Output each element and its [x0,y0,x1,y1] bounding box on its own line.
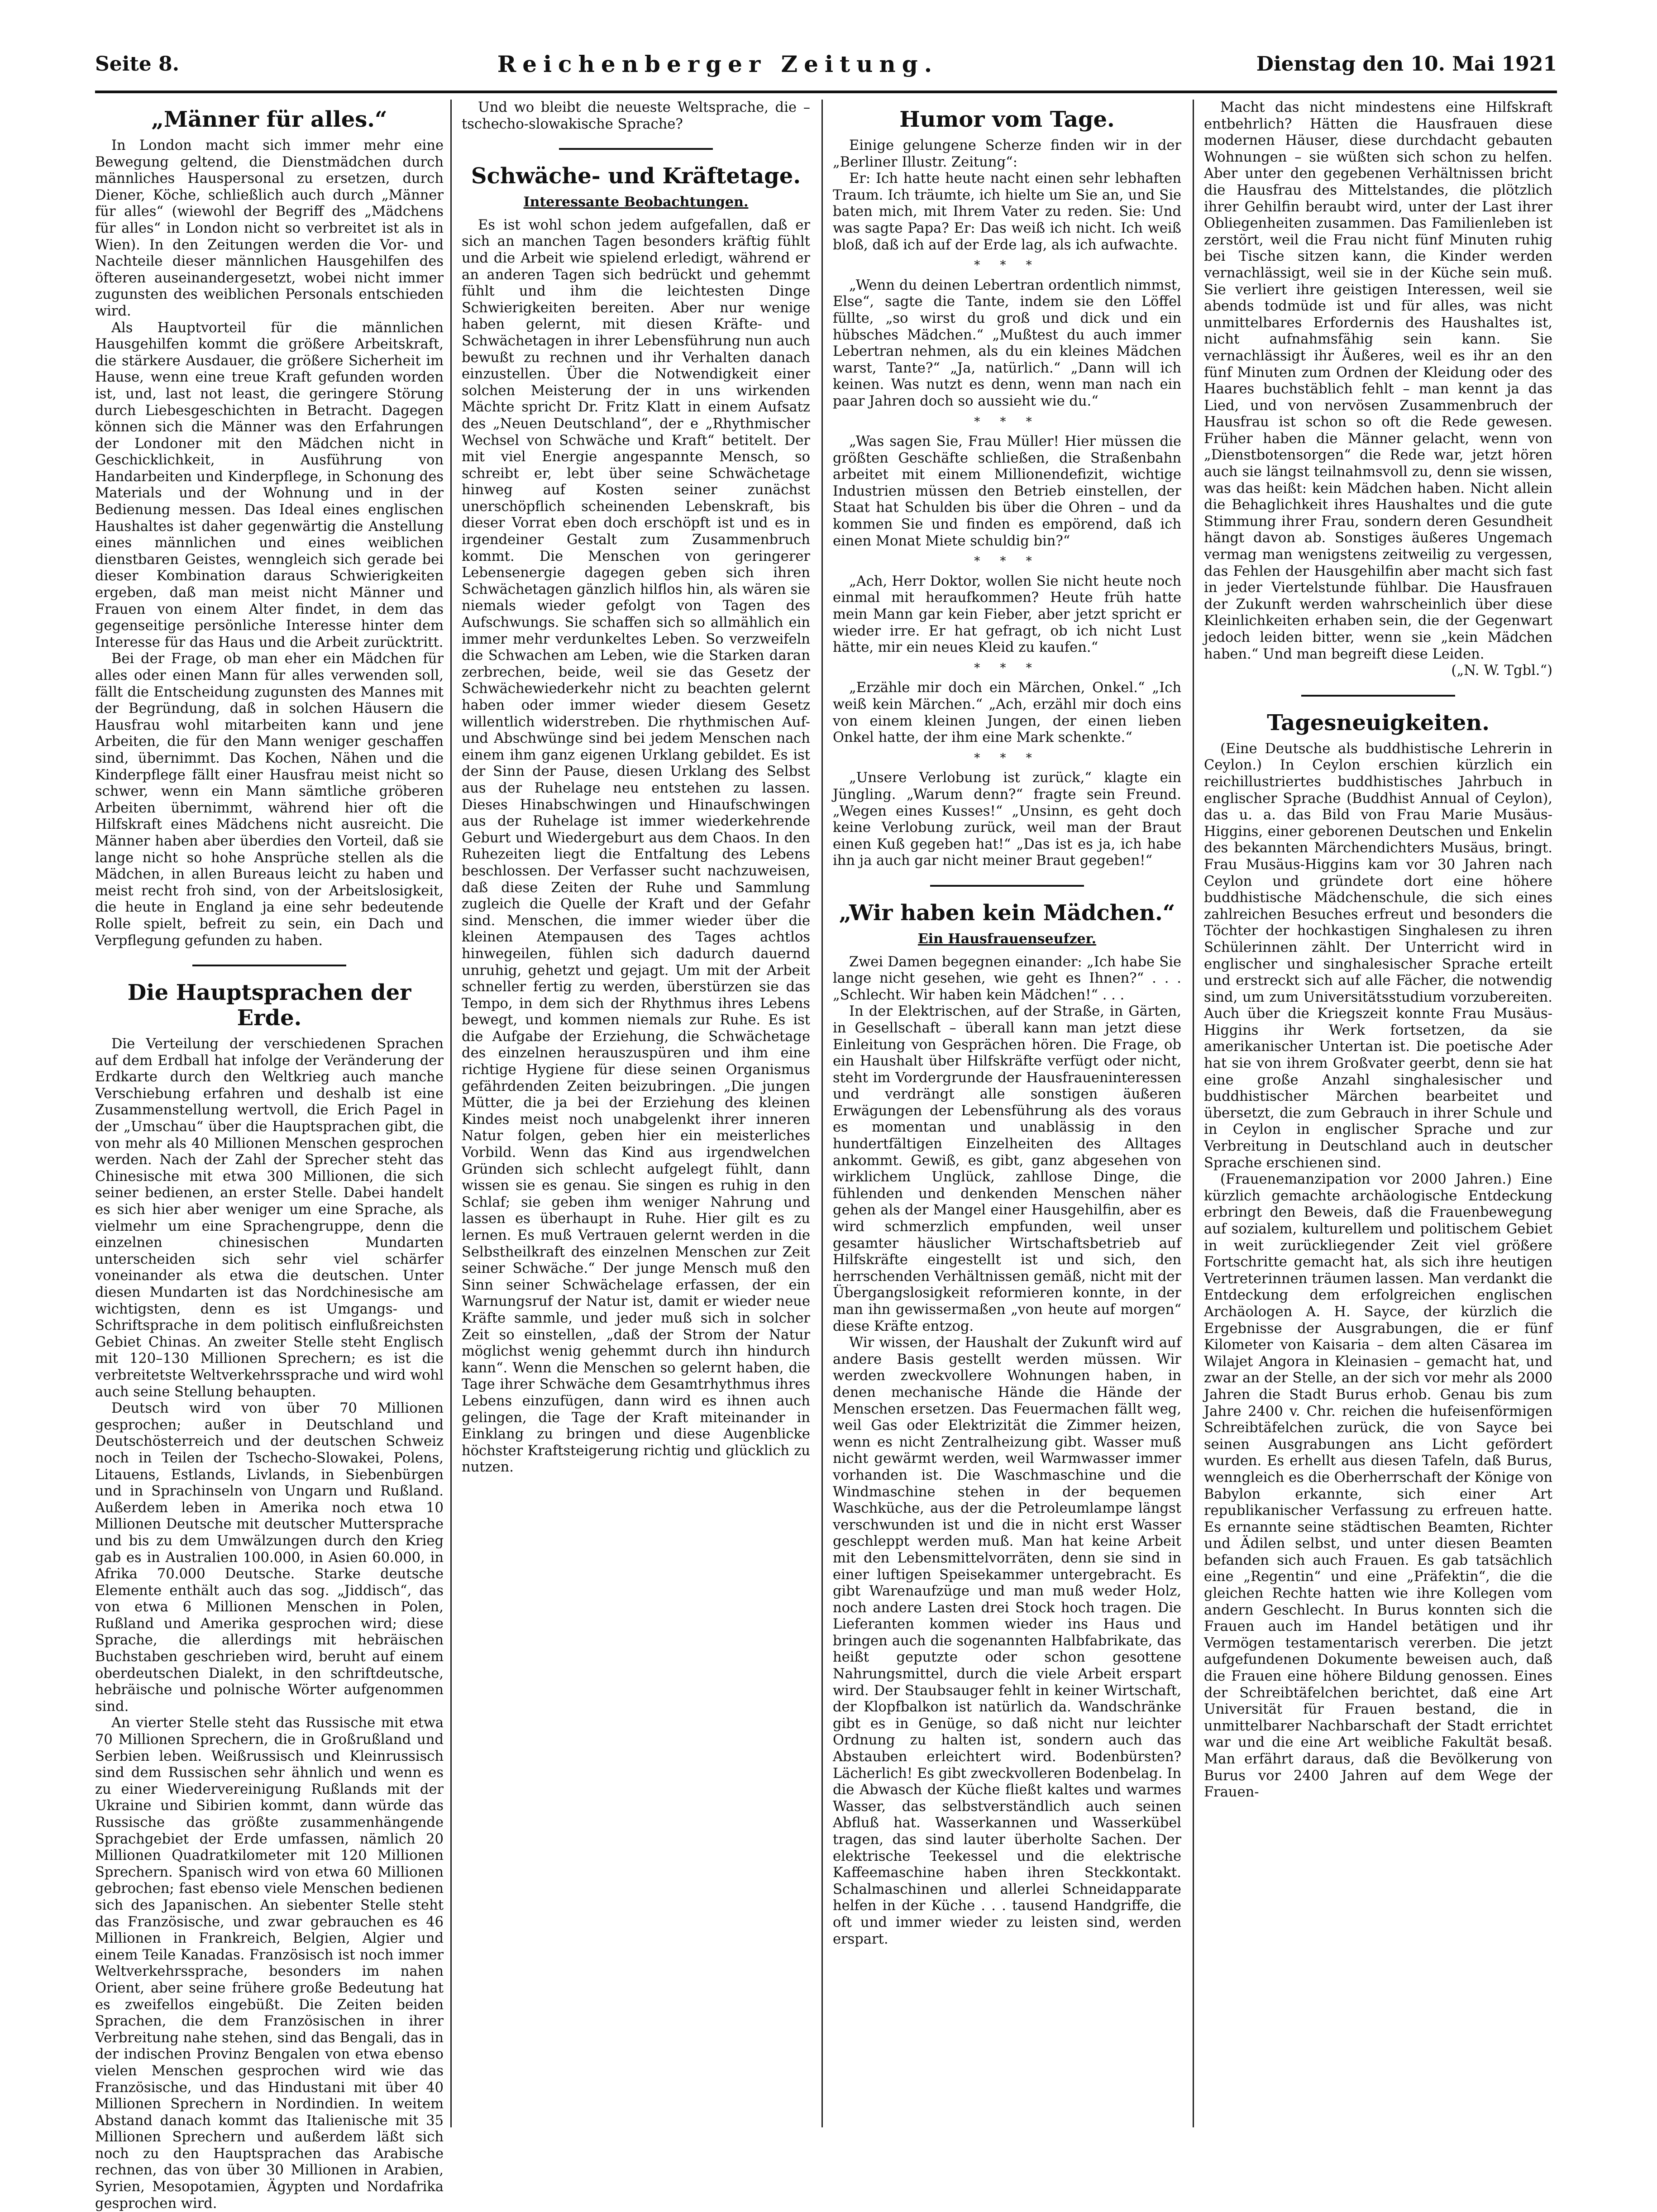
article-title-humor: Humor vom Tage. [899,107,1115,132]
column-4 [1204,100,1552,2127]
joke: „Wenn du deinen Lebertran ordentlich nimmst, Else“, sagte die Tante, indem sie den Löffel füllte, „so wirst du groß und dick und ein hübsches Mädchen.“ „Mußtest du auch immer Lebertran nehmen, als du ein kleines Mädchen warst, Tante?“ „Ja, natürlich.“ „Dann will ich keinen. Was nutzt es denn, wenn man nach ein paar Jahren doch so aussieht wie du.“ [833,277,1181,409]
joke-separator: * * * [974,554,1040,569]
column-divider [450,100,452,2127]
paragraph: Und wo bleibt die neueste Weltsprache, die – tschecho-slowakische Sprache? [462,100,810,132]
article-divider [930,885,1084,887]
joke-separator: * * * [974,415,1040,429]
article-attribution: („N. W. Tgbl.“) [1451,663,1552,679]
paragraph: In London macht sich immer mehr eine Bewegung geltend, die Dienstmädchen durch männliches Hauspersonal zu ersetzen, durch Diener, Köche, schließlich auch durch „Männer für alles“ (wiewohl der Begriff des „Mädchens für alles“ in London nicht so verbreitet ist als in Wien). In den Zeitungen werden die Vor- und Nachteile dieser männlichen Hausgehilfen des öfteren auseinandergesetzt, wobei nicht immer zugunsten des weiblichen Personals entschieden wird. [95,138,444,319]
paragraph: (Eine Deutsche als buddhistische Lehrerin in Ceylon.) In Ceylon erschien kürzlich ein reichillustriertes buddhistisches Jahrbuch in englischer Sprache (Buddhist Annual of Ceylon), das u. a. das Bild von Frau Marie Musäus-Higgins, einer geborenen Deutschen und Enkelin des bekannten Märchendichters Musäus, bringt. Frau Musäus-Higgins kam vor 30 Jahren nach Ceylon und gründete dort eine höhere buddhistische Mädchenschule, die sich eines zahlreichen Besuches erfreut und besonders die Töchter der hochkastigen Singhalesen zu ihren Schülerinnen zählt. Der Unterricht wird in englischer und singhalesischer Sprache erteilt und erstreckt sich auf alle Fächer, die notwendig sind, um zum Universitätsstudium vorzubereiten. Auch über die Kriegszeit konnte Frau Musäus-Higgins ihr Werk fortsetzen, da sie amerikanischer Untertan ist. Die poetische Ader hat sie von ihrem Großvater geerbt, denn sie hat eine große Anzahl singhalesischer und buddhistischer Märchen bearbeitet und übersetzt, die zum Gebrauch in ihrer Schule und in Ceylon in englischer Sprache und zur Verbreitung in Deutschland auch in deutscher Sprache erschienen sind. [1204,741,1552,1171]
paragraph: Deutsch wird von über 70 Millionen gesprochen; außer in Deutschland und Deutschösterreich und der deutschen Schweiz noch in Teilen der Tschecho-Slowakei, Polens, Litauens, Estlands, Livlands, in Siebenbürgen und in Sprachinseln von Ungarn und Rußland. Außerdem leben in Amerika noch etwa 10 Millionen Deutsche mit deutscher Muttersprache und bis zu dem Umwälzungen durch den Krieg gab es in Australien 100.000, in Asien 60.000, in Afrika 70.000 Deutsche. Starke deutsche Elemente enthält auch das sog. „Jiddisch“, das von etwa 6 Millionen Menschen in Polen, Rußland und Amerika gesprochen wird; diese Sprache, die allerdings mit hebräischen Buchstaben geschrieben wird, beruht auf einem oberdeutschen Dialekt, in den schriftdeutsche, hebräische und polnische Wörter aufgenommen sind. [95,1400,444,1715]
column-3 [833,100,1181,2127]
joke-separator: * * * [974,258,1040,272]
article-subtitle: Interessante Beobachtungen. [523,194,749,210]
article-title-tagesneuigkeiten: Tagesneuigkeiten. [1267,710,1490,736]
paragraph: (Frauenemanzipation vor 2000 Jahren.) Eine kürzlich gemachte archäologische Entdeckung erbringt den Beweis, daß die Frauenbewegung auf sozialem, kulturellem und politischem Gebiet in weit zurückliegender Zeit viel größere Fortschritte gemacht hat, als sich ihre heutigen Vertreterinnen träumen lassen. Man verdankt die Entdeckung dem erfolgreichen englischen Archäologen A. H. Sayce, der kürzlich die Ergebnisse der Ausgrabungen, die er fünf Kilometer von Kaisaria – dem alten Cäsarea im Wilajet Angora in Kleinasien – gemacht hat, und zwar an der Stelle, an der sich vor mehr als 2000 Jahren die Stadt Burus erhob. Genau bis zum Jahre 2400 v. Chr. reichen die hufeisenförmigen Schreibtäfelchen zurück, die von Sayce bei seinen Ausgrabungen ans Licht gefördert wurden. Es erhellt aus diesen Tafeln, daß Burus, wenngleich es die Oberherrschaft der Könige von Babylon erkannte, sich einer Art republikanischer Verfassung zu erfreuen hatte. Es ernannte seine städtischen Beamten, Richter und Ädilen selbst, und unter diesen Beamten befanden sich auch Frauen. Es gab tatsächlich eine „Regentin“ und eine „Präfektin“, die die gleichen Rechte hatten wie ihre Kollegen vom andern Geschlecht. In Burus konnten sich die Frauen auch im Handel betätigen und ihr Vermögen testamentarisch vererben. Die jetzt aufgefundenen Dokumente beweisen auch, daß die Frauen eine höhere Bildung genossen. Eines der Schreibtäfelchen berichtet, daß eine Art Universität für Frauen bestand, die in unmittelbarer Nachbarschaft der Stadt errichtet war und die eine Art weibliche Fakultät besaß. Man erfährt daraus, daß die Bevölkerung von Burus vor 2400 Jahren auf dem Wege der Frauen- [1204,1171,1552,1801]
paragraph: Zwei Damen begegnen einander: „Ich habe Sie lange nicht gesehen, wie geht es Ihnen?“ . . . „Schlecht. Wir haben kein Mädchen!“ . . . [833,954,1181,1003]
joke: „Unsere Verlobung ist zurück,“ klagte ein Jüngling. „Warum denn?“ fragte sein Freund. „Wegen eines Kusses!“ „Unsinn, es geht doch keine Verlobung zurück, weil man der Braut einen Kuß gegeben hat!“ „Das ist es ja, ich habe ihn ja auch gar nicht meiner Braut gegeben!“ [833,770,1181,869]
article-divider [559,148,713,150]
article-divider [192,965,346,966]
column-divider [1193,100,1194,2127]
article-title-maedchen: „Wir haben kein Mädchen.“ [839,900,1175,926]
joke: „Erzähle mir doch ein Märchen, Onkel.“ „Ich weiß kein Märchen.“ „Ach, erzähl mir doch eins von einem kleinen Jungen, der einen lieben Onkel hatte, der ihm eine Mark schenkte.“ [833,680,1181,746]
paragraph: Es ist wohl schon jedem aufgefallen, daß er sich an manchen Tagen besonders kräftig fühlt und die Arbeit wie spielend erledigt, während er an anderen Tagen sich bedrückt und gehemmt fühlt und ihm die leichtesten Dinge Schwierigkeiten bereiten. Aber nur wenige haben gelernt, mit diesen Kräfte- und Schwächetagen in ihrer Lebensführung nun auch bewußt zu rechnen und ihr Verhalten danach einzustellen. Über die Notwendigkeit einer solchen Meisterung der in uns wirkenden Mächte spricht Dr. Fritz Klatt in einem Aufsatz des „Neuen Deutschland“, der e „Rhythmischer Wechsel von Schwäche und Kraft“ betitelt. Der mit viel Energie angespannte Mensch, so schreibt er, lebt über seine Schwächetage hinweg auf Kosten seiner zunächst unerschöpflich scheinenden Lebenskraft, bis dieser Vorrat eben doch erschöpft ist und es in irgendeiner Gestalt zum Zusammenbruch kommt. Die Menschen von geringerer Lebensenergie dagegen geben sich ihren Schwächetagen gänzlich hilflos hin, als wären sie niemals wieder gefolgt von Tagen des Aufschwungs. Sie schaffen sich so allmählich ein immer mehr verdunkeltes Leben. So verzweifeln die Schwachen am Leben, wie die Starken daran zerbrechen, beide, weil sie das Gesetz der Schwächewiederkehr nicht zu beachten gelernt haben oder immer wieder diesem Gesetz willentlich widerstreben. Die rhythmischen Auf- und Abschwünge sind bei jedem Menschen nach einem ihm ganz eigenen Urklang gebildet. Es ist der Sinn der Pause, diesen Urklang des Selbst aus der Ruhelage neu entstehen zu lassen. Dieses Hinabschwingen und Hinaufschwingen aus der Ruhelage ist immer wiederkehrende Geburt und Wiedergeburt aus dem Chaos. In den Ruhezeiten liegt die Entfaltung des Lebens beschlossen. Der Verfasser sucht nachzuweisen, daß diese Zeiten der Ruhe und Sammlung zugleich die Quelle der Kraft und der Gefahr sind. Menschen, die immer wieder über die kleinen Atempausen des Tages achtlos hinwegeilen, fühlen sich dadurch dauernd unruhig, gehetzt und gejagt. Um mit der Arbeit schneller fertig zu werden, überstürzen sie das Tempo, in dem sich der Rhythmus ihres Lebens bewegt, und kommen niemals zur Ruhe. Es ist die Aufgabe der Erziehung, die Schwächetage des einzelnen herauszuspüren und ihm eine richtige Hygiene für diese seinen Organismus gefährdenden Zeiten beizubringen. „Die jungen Mütter, die ja bei der Erziehung des kleinen Kindes meist noch unabgelenkt ihrer inneren Natur folgen, geben hier ein meisterliches Vorbild. Wenn das Kind aus irgendwelchen Gründen sich schlecht aufgelegt fühlt, dann wissen sie es genau. Sie singen es ruhig in den Schlaf; sie geben ihm weniger Nahrung und lassen es überhaupt in Ruhe. Hier gilt es zu lernen. Es muß Vertrauen gelernt werden in die Selbstheilkraft des einzelnen Menschen zur Zeit seiner Schwäche.“ Der junge Mensch muß den Sinn seiner Schwächelage erfassen, der ein Warnungsruf der Natur ist, damit er wieder neue Kräfte sammle, und jeder muß sich in solcher Zeit so einstellen, „daß der Strom der Natur möglichst wenig gehemmt durch ihn hindurch kann“. Wenn die Menschen so gelernt haben, die Tage ihrer Schwäche dem Gesamtrhythmus ihres Lebens einzufügen, dann wird es ihnen auch gelingen, die Tage der Kraft miteinander in Einklang zu bringen und diese Augenblicke höchster Kraftsteigerung richtig und glücklich zu nutzen. [462,217,810,1476]
column-2 [462,100,810,2127]
issue-date: Dienstag den 10. Mai 1921 [1256,52,1557,76]
paragraph: Macht das nicht mindestens eine Hilfskraft entbehrlich? Hätten die Hausfrauen diese modernen Häuser, diese durchdacht gebauten Wohnungen – sie wüßten sich schon zu helfen. Aber unter den gegebenen Verhältnissen bricht die Hausfrau des Mittelstandes, die plötzlich ihrer Gehilfin beraubt wird, unter der Last ihrer Obliegenheiten zusammen. Das Familienleben ist zerstört, weil die Frau nicht fünf Minuten ruhig bei Tische sitzen kann, die Kinder werden vernachlässigt, weil sie in der Küche sein muß. Sie verliert ihre geistigen Interessen, weil sie abends todmüde ist und für alles, was nicht unmittelbares Erfordernis des Haushaltes ist, nicht aufnahmsfähig sein kann. Sie vernachlässigt ihr Äußeres, weil es ihr an den fünf Minuten zum Ordnen der Kleidung oder des Haares buchstäblich fehlt – man kennt ja das Lied, und von nervösen Zusammenbruch der Hausfrau ist schon so oft die Rede gewesen. Früher haben die Männer gelacht, wenn von „Dienstbotensorgen“ die Rede war, jetzt hören auch sie längst teilnahmsvoll zu, denn sie wissen, was das heißt: kein Mädchen haben. Nicht allein die Behaglichkeit ihres Haushaltes und die gute Stimmung ihrer Frau, sondern deren Gesundheit hängt davon ab. Sonstiges äußeres Ungemach vermag man wenigstens zeitweilig zu vergessen, das Fehlen der Hausgehilfin aber macht sich fast in jeder Viertelstunde fühlbar. Die Hausfrauen der Zukunft werden wahrscheinlich über diese Kleinlichkeiten erhaben sein, die der Gegenwart jedoch leiden bitter, wenn sie „kein Mädchen haben.“ Und man begreift diese Leiden. [1204,100,1552,662]
paragraph: Als Hauptvorteil für die männlichen Hausgehilfen kommt die größere Arbeitskraft, die stärkere Ausdauer, die größere Sicherheit im Hause, wenn eine treue Kraft gefunden worden ist, und, last not least, die geringere Störung durch Liebesgeschichten in Betracht. Dagegen können sich die Männer was den Erfahrungen der Londoner mit den Mädchen nicht in Geschicklichkeit, in Ausführung von Handarbeiten und Kinderpflege, in Schonung des Materials und der Wohnung und in der Bedienung messen. Das Ideal eines englischen Haushaltes ist daher gegenwärtig die Anstellung eines männlichen und eines weiblichen dienstbaren Geistes, wenngleich sich gerade bei dieser Kombination daraus Schwierigkeiten ergeben, daß man meist nicht Männer und Frauen von einem Alter findet, in dem das gegenseitige persönliche Interesse hinter dem Interesse für das Haus und die Arbeit zurücktritt. [95,320,444,650]
article-subtitle: Ein Hausfrauenseufzer. [917,931,1097,947]
paragraph: Einige gelungene Scherze finden wir in der „Berliner Illustr. Zeitung“: [833,138,1181,170]
column-1 [95,100,444,2212]
joke: Er: Ich hatte heute nacht einen sehr lebhaften Traum. Ich träumte, ich hielte um Sie an, und Sie baten mich, mit Ihrem Vater zu reden. Sie: Und was sagte Papa? Er: Das weiß ich nicht. Ich weiß bloß, daß ich auf der Erde lag, als ich aufwachte. [833,171,1181,253]
joke: „Ach, Herr Doktor, wollen Sie nicht heute noch einmal mit heraufkommen? Heute früh hatte mein Mann gar kein Fieber, aber jetzt spricht er wieder irre. Er hat gefragt, ob ich nicht Lust hätte, mir ein neues Kleid zu kaufen.“ [833,573,1181,656]
joke-separator: * * * [974,661,1040,675]
paragraph: An vierter Stelle steht das Russische mit etwa 70 Millionen Sprechern, die in Großrußland und Serbien leben. Weißrussisch und Kleinrussisch sind dem Russischen sehr ähnlich und wenn es zu einer Wiedervereinigung Rußlands mit der Ukraine und Sibirien kommt, dann würde das Russische das größte zusammenhängende Sprachgebiet der Erde umfassen, nämlich 20 Millionen Quadratkilometer mit 120 Millionen Sprechern. Spanisch wird von etwa 60 Millionen gebrochen; fast ebenso viele Menschen bedienen sich des Japanischen. An siebenter Stelle steht das Französische, und zwar gebrauchen es 46 Millionen in Frankreich, Belgien, Algier und einem Teile Kanadas. Französisch ist noch immer Weltverkehrssprache, besonders im nahen Orient, aber seine frühere große Bedeutung hat es zweifellos eingebüßt. Die Zeiten beiden Sprachen, die dem Französischen in ihrer Verbreitung nahe stehen, sind das Bengali, das in der indischen Provinz Bengalen von etwa ebenso vielen Menschen gesprochen wird wie das Französische, und das Hindustani mit über 40 Millionen Sprechern in Nordindien. In weitem Abstand danach kommt das Italienische mit 35 Millionen Sprechern und außerdem läßt sich noch zu den Hauptsprachen das Arabische rechnen, das von über 30 Millionen in Arabien, Syrien, Mesopotamien, Ägypten und Nordafrika gesprochen wird. [95,1715,444,2212]
article-title-maenner: „Männer für alles.“ [151,107,387,132]
masthead [95,43,1557,84]
joke-separator: * * * [974,751,1040,765]
newspaper-name: Reichenberger Zeitung. [497,50,939,77]
paragraph: Bei der Frage, ob man eher ein Mädchen für alles oder einen Mann für alles verwenden soll, fällt die Entscheidung zugunsten des Mannes mit der Begründung, daß in solchen Häusern die Hausfrau wohl mitarbeiten kann und jene Arbeiten, die für den Mann weniger geschaffen sind, übernimmt. Das Kochen, Nähen und die Kinderpflege fällt einer Hausfrau meist nicht so schwer, wenn ein Mann sämtliche gröberen Arbeiten übernimmt, während hier oft die Hilfskraft eines Mädchens nicht ausreicht. Die Männer haben aber überdies den Vorteil, daß sie lange nicht so hohe Ansprüche stellen als die Mädchen, in allen Bureaus leicht zu haben und meist recht froh sind, von der Arbeitslosigkeit, die heute in England ja eine sehr bedeutende Rolle spielt, befreit zu sein, ein Dach und Verpflegung gefunden zu haben. [95,651,444,949]
masthead-rule [95,91,1557,93]
article-title-schwaeche: Schwäche- und Kräftetage. [471,163,801,189]
joke: „Was sagen Sie, Frau Müller! Hier müssen die größten Geschäfte schließen, die Straßenbahn arbeitet mit einem Millionendefizit, wichtige Industrien müssen den Betrieb einstellen, der Staat hat Schulden bis über die Ohren – und da kommen Sie und finden es empörend, daß ich einen Monat Miete schuldig bin?“ [833,434,1181,549]
paragraph: Wir wissen, der Haushalt der Zukunft wird auf andere Basis gestellt werden müssen. Wir werden zweckvollere Wohnungen haben, in denen mechanische Hände die Hände der Menschen ersetzen. Das Feuermachen fällt weg, weil Gas oder Elektrizität die Zimmer heizen, wenn es nicht Zentralheizung gibt. Wasser muß nicht gewärmt werden, weil Warmwasser immer vorhanden ist. Die Waschmaschine und die Windmaschine stehen in der bequemen Waschküche, aus der die Petroleumlampe längst verschwunden ist und die in nicht erst Wasser geschleppt werden muß. Man hat keine Arbeit mit den Lebensmittelvorräten, denn sie sind in einer luftigen Speisekammer untergebracht. Es gibt Warenaufzüge und man muß weder Holz, noch andere Lasten drei Stock hoch tragen. Die Lieferanten kommen wieder ins Haus und bringen auch die sogenannten Halbfabrikate, das heißt geputzte oder schon gesottene Nahrungsmittel, durch die viele Arbeit erspart wird. Der Staubsauger fehlt in keiner Wirtschaft, der Klopfbalkon ist natürlich da. Wandschränke gibt es in Genüge, so daß nicht nur leichter Ordnung zu halten ist, sondern auch das Abstauben erleichtert wird. Bodenbürsten? Lächerlich! Es gibt zweckvolleren Bodenbelag. In die Abwasch der Küche fließt kaltes und warmes Wasser, das selbstverständlich auch seinen Abfluß hat. Wasserkannen und Wasserkübel tragen, das sind lauter überholte Sachen. Der elektrische Teekessel und die elektrische Kaffeemaschine haben ihren Steckkontakt. Schalmaschinen und allerlei Schneidapparate helfen in der Küche . . . tausend Handgriffe, die oft und immer wieder zu leisten sind, werden erspart. [833,1335,1181,1947]
paragraph: In der Elektrischen, auf der Straße, in Gärten, in Gesellschaft – überall kann man jetzt diese Einleitung von Gesprächen hören. Die Frage, ob ein Haushalt über Hilfskräfte verfügt oder nicht, steht im Vordergrunde der Hausfraueninteressen und verdrängt alle sonstigen äußeren Erwägungen der Lebensführung als des voraus es momentan und unablässig in den hundertfältigen Einzelheiten des Alltages ankommt. Gewiß, es gibt, ganz abgesehen von wirklichem Unglück, zahllose Dinge, die fühlenden und denkenden Menschen näher gehen als der Mangel einer Hausgehilfin, aber es wird schmerzlich empfunden, weil unser gesamter häuslicher Wirtschaftsbetrieb auf Hilfskräfte eingestellt ist und sich, den herrschenden Verhältnissen gemäß, nicht mit der Übergangslosigkeit reformieren konnte, in der man ihn gewissermaßen „von heute auf morgen“ diese Kräfte entzog. [833,1003,1181,1334]
article-divider [1301,695,1455,697]
paragraph: Die Verteilung der verschiedenen Sprachen auf dem Erdball hat infolge der Veränderung der Erdkarte durch den Weltkrieg auch manche Verschiebung erfahren und deshalb ist eine Zusammenstellung wertvoll, die Erich Pagel in der „Umschau“ über die Hauptsprachen gibt, die von mehr als 40 Millionen Menschen gesprochen werden. Nach der Zahl der Sprecher steht das Chinesische mit etwa 300 Millionen, die sich seiner bedienen, an erster Stelle. Dabei handelt es sich hier aber weniger um eine Sprache, als vielmehr um eine Sprachengruppe, denn die einzelnen chinesischen Mundarten unterscheiden sich sehr viel schärfer voneinander als etwa die deutschen. Unter diesen Mundarten ist das Nordchinesische am wichtigsten, denn es ist Umgangs- und Schriftsprache in dem politisch einflußreichsten Gebiet Chinas. An zweiter Stelle steht Englisch mit 120–130 Millionen Sprechern; es ist die verbreitetste Weltverkehrssprache und wird wohl auch seine Stellung behaupten. [95,1036,444,1400]
article-title-hauptsprachen: Die Hauptsprachen der Erde. [127,980,411,1031]
column-divider [821,100,823,2127]
page-number: Seite 8. [95,52,180,76]
